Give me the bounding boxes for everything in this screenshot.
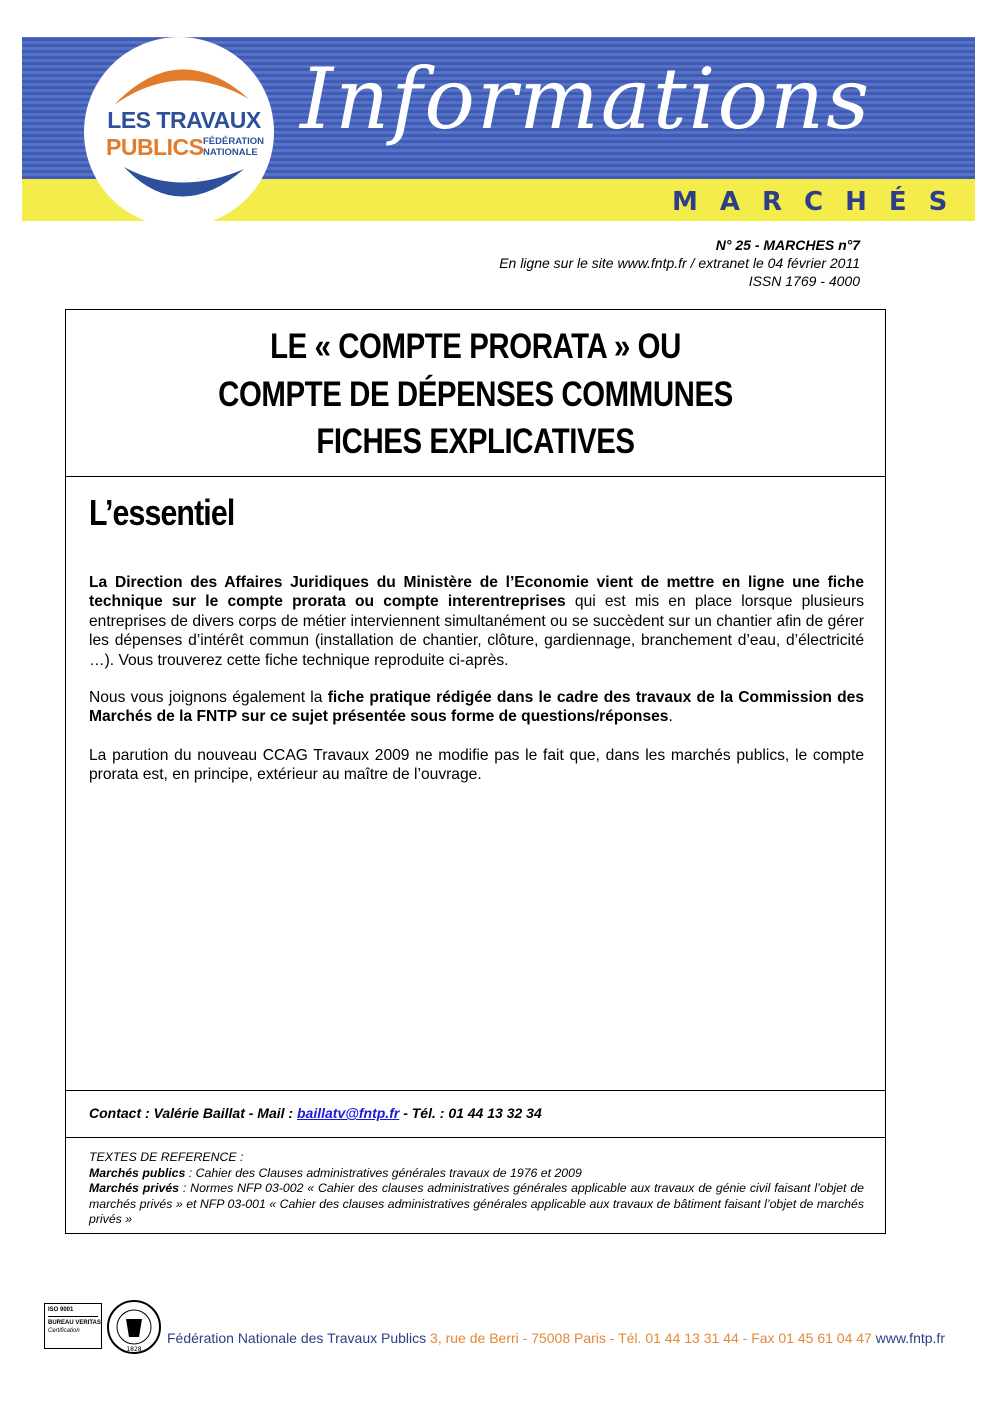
logo-text-federation: FÉDÉRATION [203,136,265,147]
refs-public-text: : Cahier des Clauses administratives générales travaux de 1976 et 2009 [185,1165,582,1180]
contact-prefix: Contact : Valérie Baillat - Mail : [89,1105,297,1121]
certification-block [44,1303,159,1353]
paragraph-2-bold: fiche pratique rédigée dans le cadre des travaux de la Commission des Marchés de la FNTP sur ce sujet présentée sous forme de questions/réponses [89,689,865,726]
fntp-logo [84,37,274,227]
logo-text-line1: LES TRAVAUX [107,107,261,133]
issue-number: N° 25 - MARCHES n°7 [715,237,860,253]
refs-heading: TEXTES DE REFERENCE : [89,1150,244,1164]
paragraph-2-end: . [668,708,673,726]
certification-badge [44,1303,102,1349]
contact-suffix: - Tél. : 01 44 13 32 34 [399,1105,542,1121]
paragraph-2-start: Nous vous joignons également la [89,689,328,706]
banner-title: Informations [300,50,872,148]
logo-text-line2: PUBLICS [106,134,204,160]
title-line-1: LE « COMPTE PRORATA » OU [270,327,681,366]
paragraph-2 [89,688,864,727]
paragraph-3: La parution du nouveau CCAG Travaux 2009 ne modifie pas le fait que, dans les marchés publics, le compte prorata est, en principe, extérieur au maître de l’ouvrage. [89,747,864,784]
contact-text [89,1105,542,1121]
refs-private-text: : Normes NFP 03-002 « Cahier des clauses administratives générales applicable aux travaux de génie civil faisant l’objet de marchés privés » et NFP 03-001 « Cahier des clauses administratives générales applicable aux travaux de bâtiment faisant l’objet de marchés privés » [89,1181,865,1226]
refs-public-label: Marchés publics [89,1165,186,1180]
section-label: MARCHÉS [672,187,970,217]
title-area [66,310,885,477]
footer-website-link[interactable]: www.fntp.fr [871,1330,945,1346]
paragraph-1-rest: qui est mis en place lorsque plusieurs entreprises de divers corps de métier interviennent simultanément ou se succèdent sur un chantier afin de gérer les dépenses d’intérêt commun (installation de chantier, clôture, gardiennage, branchement d’eau, d’électricité …). Vous trouverez cette fiche technique reproduite ci-après. [89,593,864,669]
essentiel-heading: L’essentiel [89,492,235,533]
title-line-2: COMPTE DE DÉPENSES COMMUNES [218,375,733,414]
footer-contact-line [167,1330,945,1346]
refs-public [89,1166,864,1182]
cert-iso: ISO 9001 [48,1307,74,1313]
refs-private-label: Marchés privés [89,1181,180,1195]
issn: ISSN 1769 - 4000 [748,273,860,289]
refs-private [89,1181,864,1228]
paragraph-1-bold: La Direction des Affaires Juridiques du Ministère de l’Economie vient de mettre en ligne une fiche technique sur le compte prorata ou compte interentreprises [89,574,864,611]
reference-texts [89,1150,864,1228]
logo-text-line3 [203,136,263,158]
contact-row [66,1090,885,1138]
bureau-veritas-seal-icon [106,1299,162,1355]
cert-label: Certification [48,1328,80,1334]
title-line-3: FICHES EXPLICATIVES [316,422,635,461]
logo-text-nationale: NATIONALE [203,147,258,158]
seal-year: 1828 [126,1346,142,1353]
footer-address: 3, rue de Berri - 75008 Paris - Tél. 01 44 13 31 44 - Fax 01 45 61 04 47 [426,1330,872,1346]
cert-bureau: BUREAU VERITAS [48,1320,101,1326]
footer-org: Fédération Nationale des Travaux Publics [167,1330,427,1346]
contact-email-link[interactable]: baillatv@fntp.fr [296,1105,400,1121]
document-box [65,309,886,1234]
online-date: En ligne sur le site www.fntp.fr / extranet le 04 février 2011 [499,255,860,271]
paragraph-1 [89,573,864,670]
publication-meta [420,236,860,290]
